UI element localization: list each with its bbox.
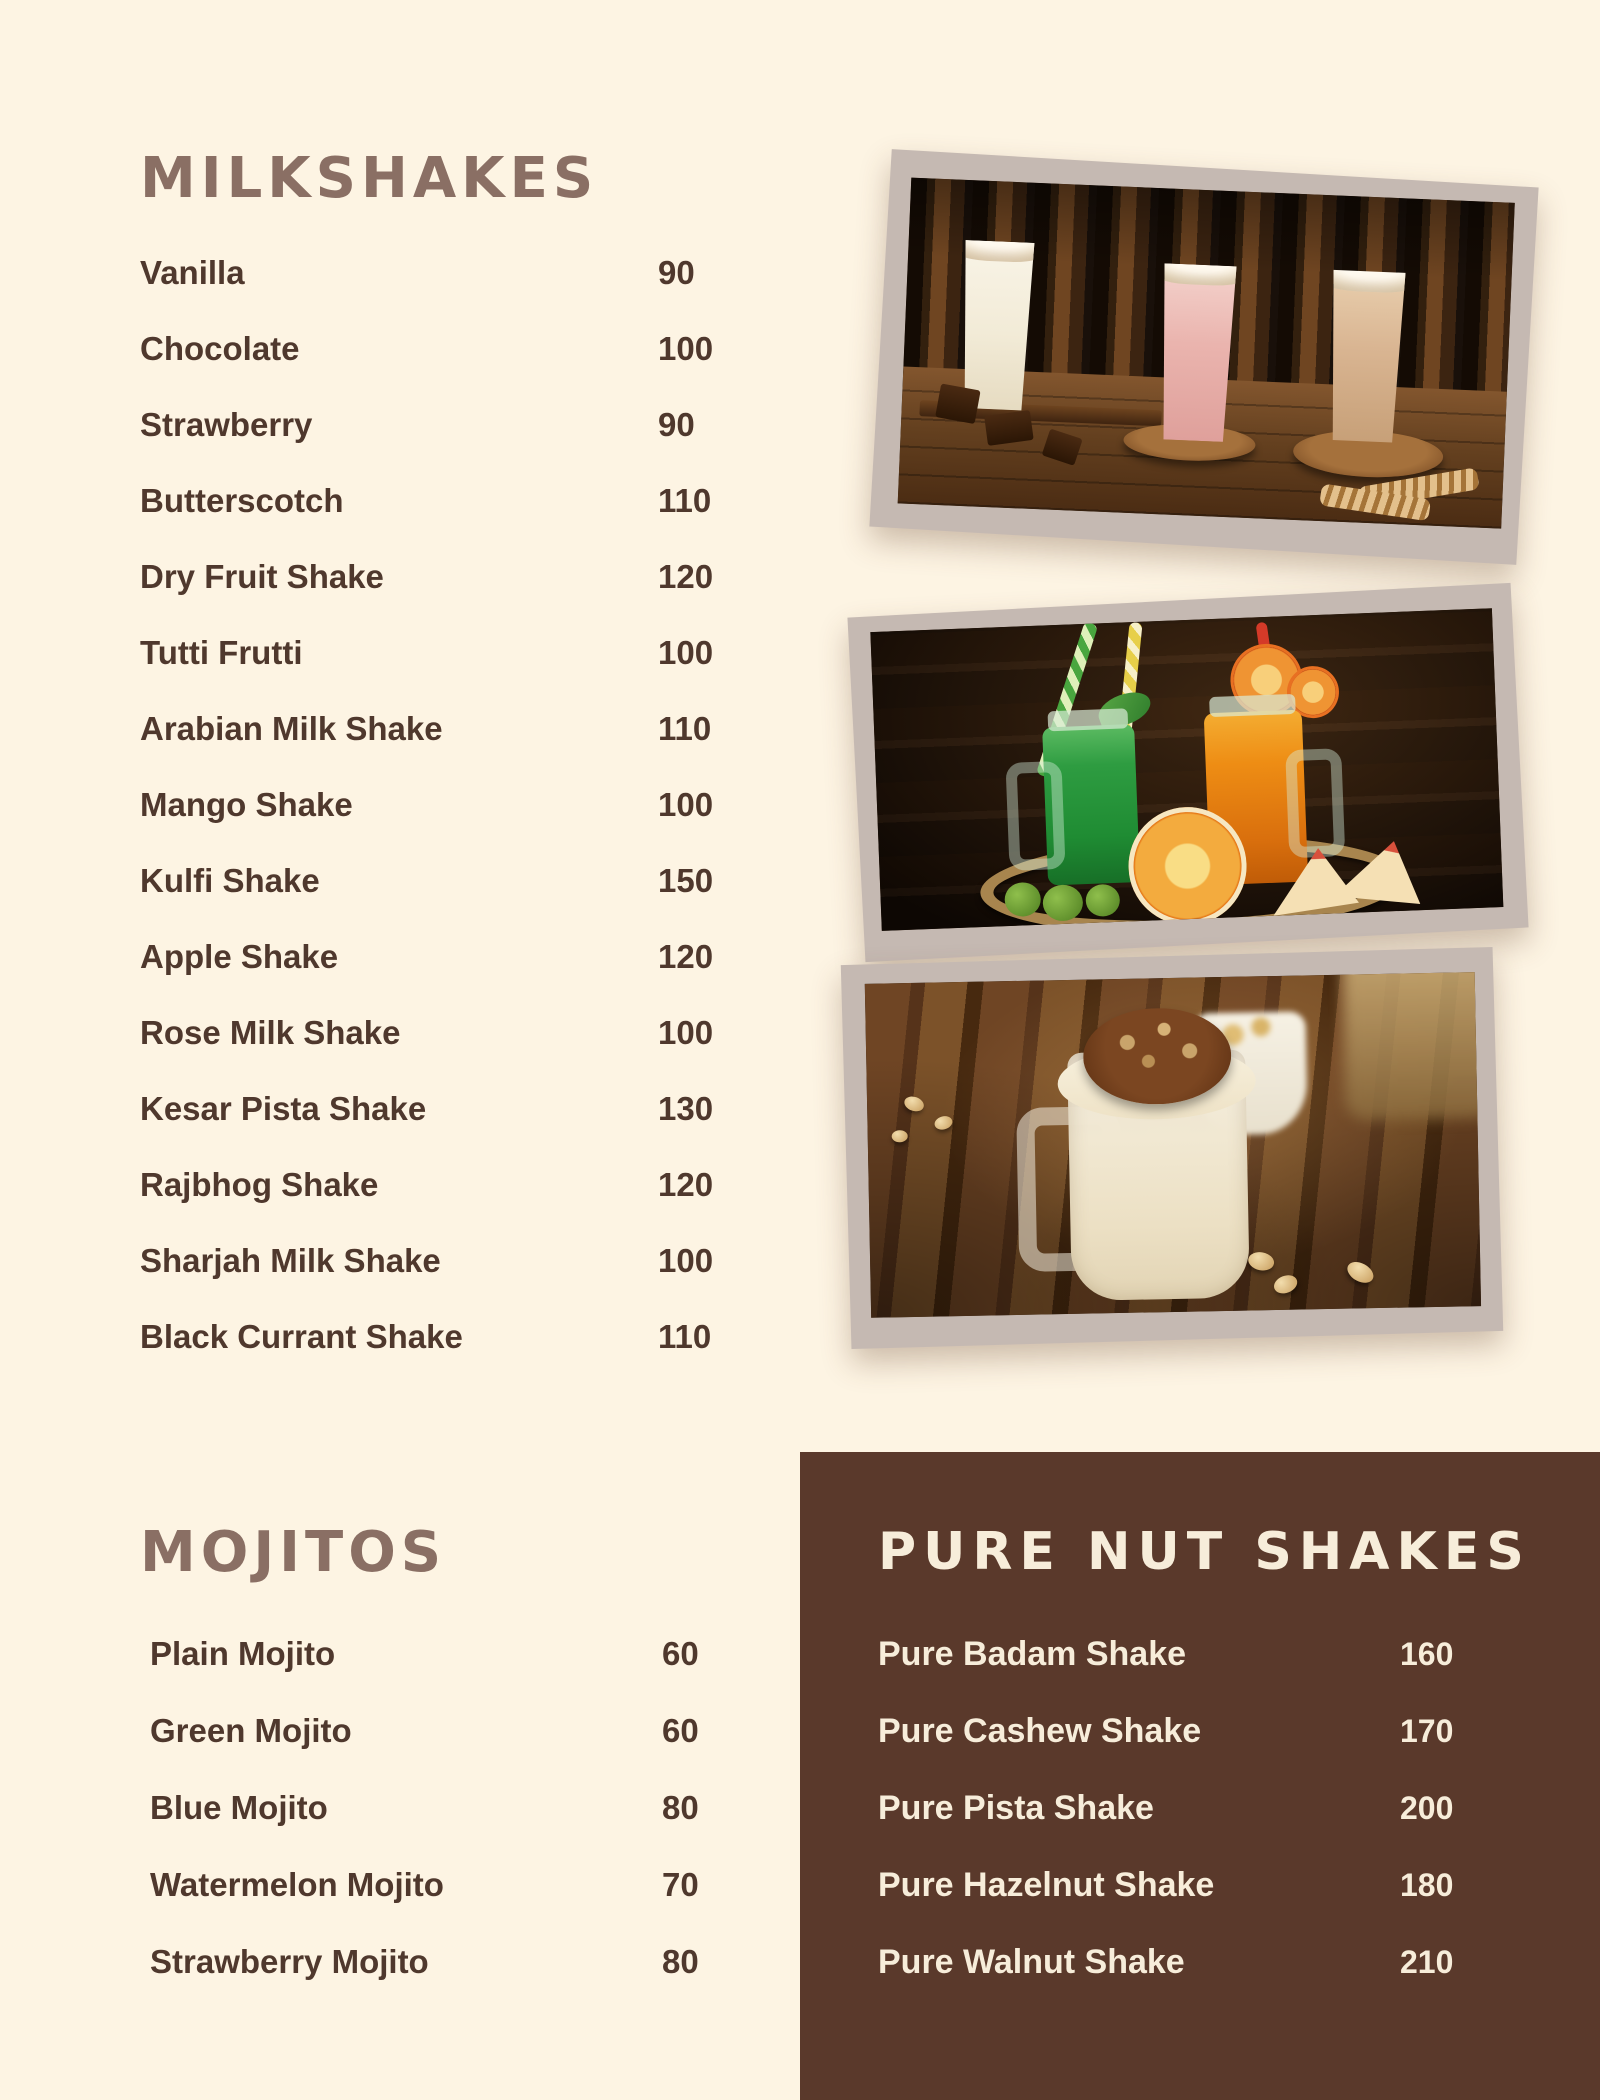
item-name: Watermelon Mojito — [150, 1865, 444, 1903]
item-price: 100 — [658, 1242, 714, 1279]
menu-item-row — [878, 1770, 1578, 1847]
jar-handle — [1285, 748, 1345, 858]
item-name: Tutti Frutti — [140, 634, 303, 671]
item-price: 110 — [658, 710, 712, 747]
item-name: Black Currant Shake — [140, 1318, 463, 1355]
menu-item-row — [878, 1616, 1578, 1693]
menu-item-row — [150, 1769, 830, 1846]
milkshakes-list — [140, 235, 820, 1375]
chocolate-chunk — [984, 410, 1034, 446]
item-name: Dry Fruit Shake — [140, 558, 384, 595]
item-name: Kulfi Shake — [140, 862, 320, 899]
item-name: Sharjah Milk Shake — [140, 1242, 441, 1279]
item-name: Arabian Milk Shake — [140, 710, 443, 747]
item-price: 150 — [658, 862, 714, 899]
nut-shake-photo-image — [865, 972, 1481, 1318]
menu-item-row — [140, 235, 820, 311]
milkshakes-photo-image — [898, 178, 1515, 529]
mojitos-photo — [847, 583, 1528, 962]
menu-item-row — [140, 1147, 820, 1223]
item-name: Strawberry — [140, 406, 313, 443]
item-name: Butterscotch — [140, 482, 344, 519]
menu-item-row — [878, 1693, 1578, 1770]
item-name: Blue Mojito — [150, 1788, 328, 1826]
chocolate-chunk — [935, 384, 980, 425]
menu-item-row — [150, 1846, 830, 1923]
item-price: 160 — [1400, 1636, 1454, 1672]
item-price: 110 — [658, 482, 712, 519]
item-name: Pure Pista Shake — [878, 1789, 1154, 1827]
item-name: Rajbhog Shake — [140, 1166, 379, 1203]
item-price: 210 — [1400, 1944, 1454, 1980]
milkshakes-section-title: MILKSHAKES — [140, 146, 599, 211]
item-price: 100 — [658, 634, 714, 671]
menu-item-row — [140, 539, 820, 615]
jar-rim — [1047, 708, 1128, 731]
menu-item-row — [140, 919, 820, 995]
menu-item-row — [150, 1692, 830, 1769]
item-name: Pure Badam Shake — [878, 1635, 1187, 1673]
item-price: 60 — [662, 1711, 699, 1749]
item-price: 120 — [658, 938, 714, 975]
item-price: 180 — [1400, 1867, 1454, 1903]
menu-item-row — [140, 1299, 820, 1375]
menu-item-row — [140, 995, 820, 1071]
item-name: Strawberry Mojito — [150, 1942, 429, 1980]
menu-item-row — [140, 387, 820, 463]
item-price: 120 — [658, 558, 714, 595]
item-name: Plain Mojito — [150, 1634, 336, 1672]
item-price: 60 — [662, 1634, 699, 1672]
menu-item-row — [140, 1223, 820, 1299]
menu-item-row — [140, 311, 820, 387]
item-price: 80 — [662, 1788, 699, 1826]
item-price: 80 — [662, 1942, 699, 1980]
mojitos-list — [150, 1615, 830, 2000]
item-price: 70 — [662, 1865, 699, 1903]
item-price: 110 — [658, 1318, 712, 1355]
pure-nut-shakes-section-title: PURE NUT SHAKES — [878, 1522, 1531, 1582]
menu-item-row — [140, 843, 820, 919]
item-name: Pure Cashew Shake — [878, 1712, 1202, 1750]
green-mojito-jar — [1042, 724, 1140, 885]
pure-nut-shakes-list — [878, 1616, 1578, 2001]
item-price: 100 — [658, 330, 714, 367]
mojitos-section-title: MOJITOS — [140, 1520, 447, 1585]
item-price: 90 — [658, 406, 695, 443]
jar-handle — [1005, 761, 1065, 871]
pure-nut-shakes-panel — [800, 1452, 1600, 2100]
item-price: 100 — [658, 786, 714, 823]
milkshakes-photo — [869, 149, 1538, 565]
item-name: Chocolate — [140, 330, 300, 367]
menu-item-row — [150, 1615, 830, 1692]
mojitos-photo-image — [870, 608, 1503, 931]
item-name: Apple Shake — [140, 938, 339, 975]
menu-item-row — [140, 463, 820, 539]
item-name: Vanilla — [140, 254, 245, 291]
item-name: Mango Shake — [140, 786, 353, 823]
jar-rim — [1209, 694, 1296, 717]
item-price: 120 — [658, 1166, 714, 1203]
item-name: Pure Hazelnut Shake — [878, 1866, 1215, 1904]
menu-item-row — [878, 1847, 1578, 1924]
menu-item-row — [140, 691, 820, 767]
item-name: Kesar Pista Shake — [140, 1090, 427, 1127]
item-price: 100 — [658, 1014, 714, 1051]
item-price: 200 — [1400, 1790, 1454, 1826]
item-name: Green Mojito — [150, 1711, 352, 1749]
menu-item-row — [140, 1071, 820, 1147]
item-price: 130 — [658, 1090, 714, 1127]
item-price: 90 — [658, 254, 695, 291]
item-price: 170 — [1400, 1713, 1454, 1749]
menu-item-row — [140, 767, 820, 843]
item-name: Pure Walnut Shake — [878, 1943, 1185, 1981]
nut-shake-photo — [841, 947, 1503, 1349]
menu-item-row — [878, 1924, 1578, 2001]
blurred-jar — [1342, 972, 1481, 1121]
menu-item-row — [150, 1923, 830, 2000]
menu-item-row — [140, 615, 820, 691]
item-name: Rose Milk Shake — [140, 1014, 401, 1051]
